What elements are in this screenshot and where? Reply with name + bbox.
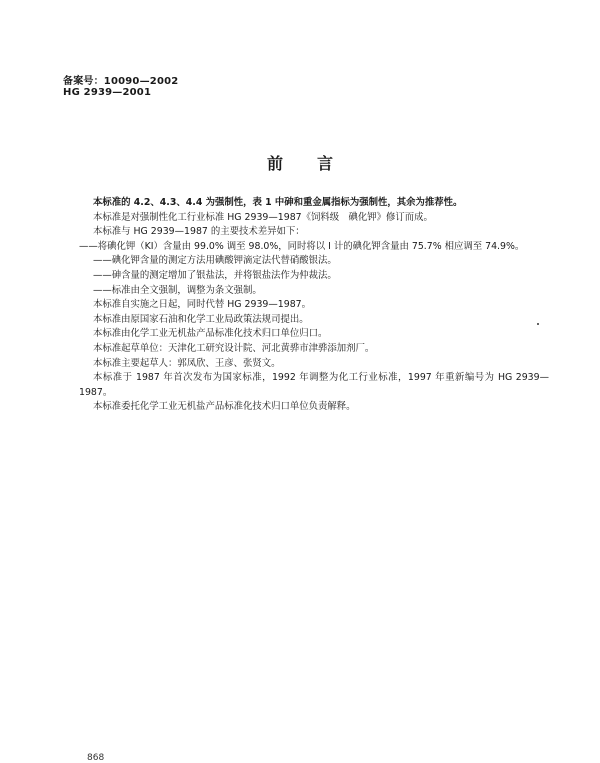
difference-item-content: ——将碘化钾（KI）含量由 99.0% 调至 98.0%，同时将以 I 计的碘化钾含量由 75.7% 相应调至 74.9%。: [79, 240, 525, 252]
filing-number: 备案号：10090—2002: [63, 76, 179, 87]
paragraph-proposer: 本标准由原国家石油和化学工业局政策法规司提出。: [93, 313, 309, 325]
paragraph-mandatory-clauses: 本标准的 4.2、4.3、4.4 为强制性，表 1 中砷和重金属指标为强制性，其余为推荐性。: [93, 197, 463, 208]
paragraph-differences-intro: 本标准与 HG 2939—1987 的主要技术差异如下：: [93, 226, 305, 238]
paragraph-revision-source: 本标准是对强制性化工行业标准 HG 2939—1987《饲料级 碘化钾》修订而成。: [93, 211, 433, 223]
paragraph-history: 本标准于 1987 年首次发布为国家标准，1992 年调整为化工行业标准，1997 年重新编号为 HG 2939—1987。: [79, 372, 549, 398]
paragraph-drafting-units: 本标准起草单位：天津化工研究设计院、河北黄骅市津骅添加剂厂。: [93, 342, 375, 354]
standard-number: HG 2939—2001: [63, 87, 152, 98]
paragraph-centralized-unit: 本标准由化学工业无机盐产品标准化技术归口单位归口。: [93, 328, 328, 340]
paragraph-drafters: 本标准主要起草人：郭凤欣、王彦、张贤文。: [93, 357, 281, 369]
page-number: 868: [87, 753, 105, 763]
difference-item-mandatory: ——标准由全文强制，调整为条文强制。: [93, 284, 262, 296]
page-title: 前言: [266, 154, 367, 173]
paragraph-interpretation: 本标准委托化学工业无机盐产品标准化技术归口单位负责解释。: [93, 401, 356, 413]
foreword-body: [79, 196, 549, 415]
paragraph-replacement: 本标准自实施之日起，同时代替 HG 2939—1987。: [93, 299, 311, 311]
scan-speck: [537, 323, 539, 325]
difference-item-arsenic: ——砷含量的测定增加了银盐法，并将银盐法作为仲裁法。: [93, 269, 337, 281]
difference-item-method: ——碘化钾含量的测定方法用碘酸钾滴定法代替硝酸银法。: [93, 255, 337, 267]
